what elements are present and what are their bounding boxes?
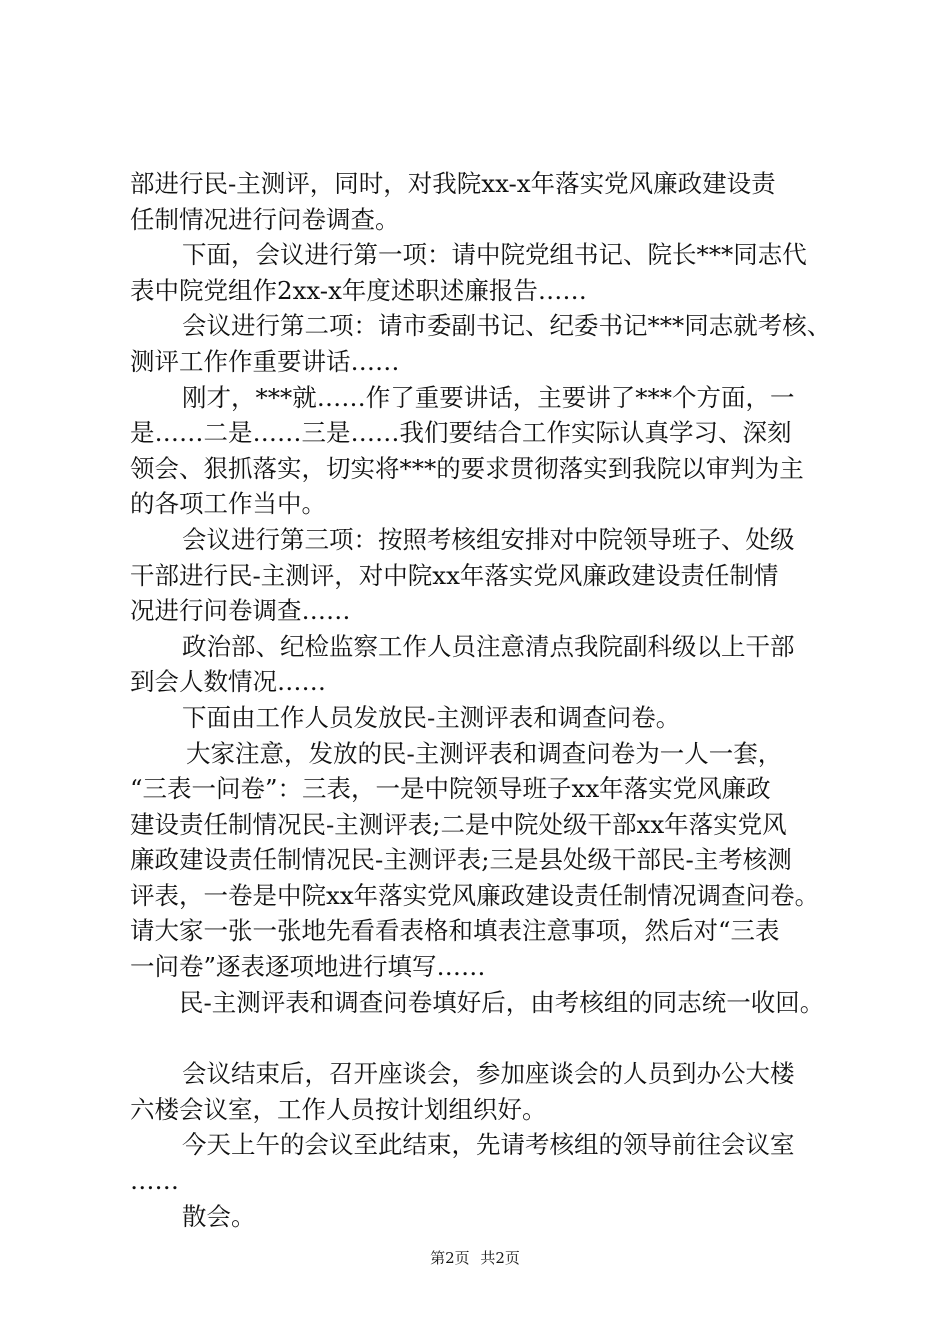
text-line: 的各项工作当中。 (130, 489, 326, 519)
text-line: 部进行民-主测评，同时，对我院xx-x年落实党风廉政建设责 (130, 169, 776, 198)
text-line: 建设责任制情况民-主测评表;二是中院处级干部xx年落实党风 (130, 809, 787, 839)
text-line: 测评工作作重要讲话…… (130, 346, 400, 376)
paragraph-gap (130, 1020, 830, 1056)
document-body (130, 166, 830, 1234)
text-line: …… (130, 1166, 179, 1196)
text-line: 到会人数情况…… (130, 667, 326, 697)
text-line: “三表一问卷”：三表，一是中院领导班子xx年落实党风廉政 (130, 774, 771, 804)
text-line: 任制情况进行问卷调查。 (130, 204, 400, 234)
text-line: 况进行问卷调查…… (130, 596, 351, 626)
text-line: 下面由工作人员发放民-主测评表和调查问卷。 (182, 702, 681, 732)
text-line: 下面，会议进行第一项：请中院党组书记、院长***同志代 (182, 240, 807, 270)
page-total: 共2页 (480, 1249, 520, 1267)
text-line: 一问卷”逐表逐项地进行填写…… (130, 952, 486, 982)
text-line: 会议结束后，召开座谈会，参加座谈会的人员到办公大楼 (182, 1059, 795, 1089)
page-footer (0, 1248, 950, 1268)
text-line: 是……二是……三是……我们要结合工作实际认真学习、深刻 (130, 418, 792, 448)
text-line: 评表，一卷是中院xx年落实党风廉政建设责任制情况调查问卷。 (130, 880, 820, 910)
text-line: 大家注意，发放的民-主测评表和调查问卷为一人一套， (186, 738, 783, 768)
text-line: 今天上午的会议至此结束，先请考核组的领导前往会议室 (182, 1130, 795, 1160)
page-number: 第2页 (430, 1249, 470, 1267)
text-line: 会议进行第二项：请市委副书记、纪委书记***同志就考核、 (182, 311, 832, 341)
text-line: 政治部、纪检监察工作人员注意清点我院副科级以上干部 (182, 631, 795, 661)
text-line: 散会。 (182, 1201, 256, 1231)
text-line: 民-主测评表和调查问卷填好后，由考核组的同志统一收回。 (179, 987, 825, 1017)
text-line: 刚才，***就……作了重要讲话，主要讲了***个方面，一 (182, 382, 795, 412)
text-line: 会议进行第三项：按照考核组安排对中院领导班子、处级 (182, 524, 795, 554)
text-line: 请大家一张一张地先看看表格和填表注意事项，然后对“三表 (130, 916, 780, 946)
text-line: 廉政建设责任制情况民-主测评表;三是县处级干部民-主考核测 (130, 845, 792, 875)
text-line: 领会、狠抓落实，切实将***的要求贯彻落实到我院以审判为主 (130, 453, 804, 483)
text-line: 干部进行民-主测评，对中院xx年落实党风廉政建设责任制情 (130, 560, 779, 590)
text-line: 表中院党组作2xx-x年度述职述廉报告…… (130, 275, 587, 305)
text-line: 六楼会议室，工作人员按计划组织好。 (130, 1094, 547, 1124)
